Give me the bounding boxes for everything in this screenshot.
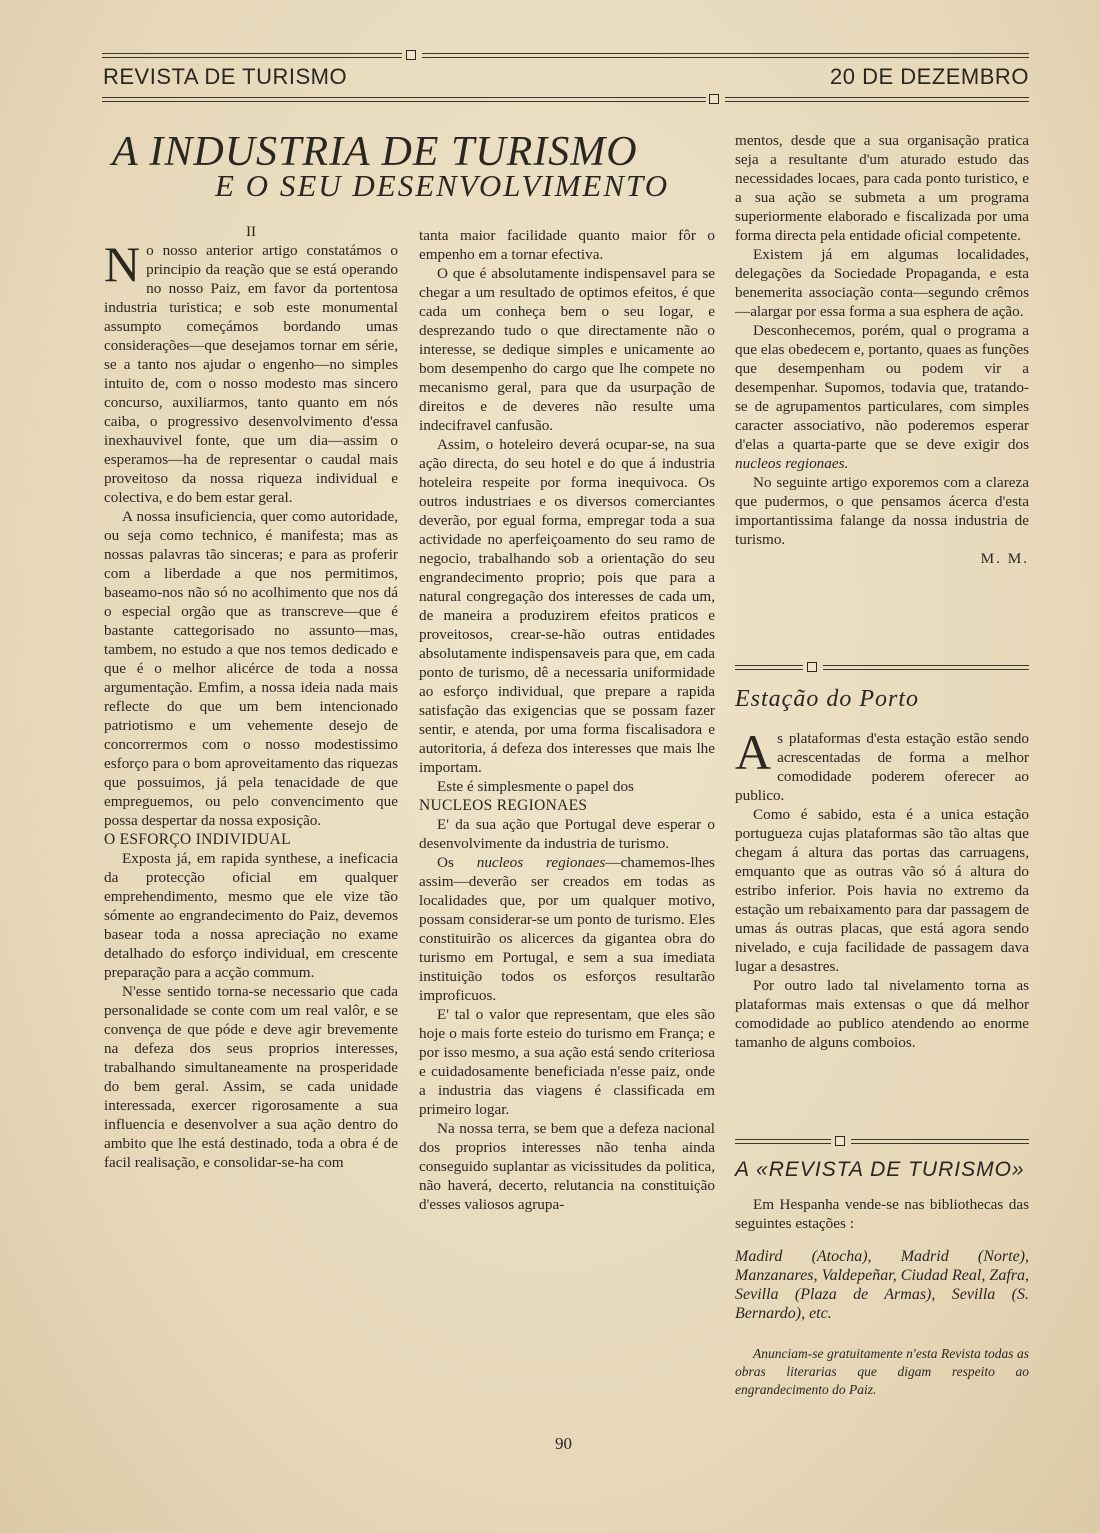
drop-cap: N <box>104 236 141 292</box>
article-title: A INDUSTRIA DE TURISMO <box>112 129 638 175</box>
article-paragraph: Em Hespanha vende-se nas bibliothecas das seguintes estações : <box>735 1196 1029 1232</box>
separator-rule-left <box>735 665 803 670</box>
article-paragraph: As plataformas d'esta estação estão sendo acrescentadas de forma a melhor comodidade poderem oferecer ao publico. <box>735 724 1029 804</box>
article-part-number: II <box>245 223 257 240</box>
section-heading-esforco: O ESFORÇO INDIVIDUAL <box>104 831 291 848</box>
article-paragraph: E' da sua ação que Portugal deve esperar o desenvolvimente da industria de turismo. <box>419 816 715 852</box>
article-paragraph: Desconhecemos, porém, qual o programa a que elas obedecem e, portanto, quaes as funções que desempenham ou podem vir a desempenhar. Supomos, todavia que, tratando-se de agrupamentos particulares, com simples caracter associativo, não poderemos esperar d'elas a quarta-parte que se deve exigir dos nucleos regionaes. <box>735 322 1029 472</box>
article-paragraph: No seguinte artigo exporemos com a clareza que pudermos, o que pensamos ácerca d'esta importantissima falange da nossa industria de turismo. <box>735 474 1029 548</box>
article-column-1 <box>104 222 398 1172</box>
article-paragraph: Este é simplesmente o papel dos <box>437 778 634 795</box>
revista-heading: A «REVISTA DE TURISMO» <box>735 1158 1025 1181</box>
article-paragraph: E' tal o valor que representam, que eles são hoje o mais forte esteio do turismo em França; e por isso mesmo, a sua ação está sendo criteriosa e cuidadosamente beneficiada n'esse paiz, onde a industria das viagens é classificada em primeiro logar. <box>419 1006 715 1118</box>
article-paragraph: mentos, desde que a sua organisação pratica seja a resultante d'um aturado estudo das necessidades locaes, para cada ponto turistico, e a sua ação se submeta a um programa superiormente elaborado e fiscalizada por uma forma directa pela entidade oficial competente. <box>735 132 1029 244</box>
article-paragraph: Existem já em algumas localidades, delegações da Sociedade Propaganda, e esta benemerita associação conta—segundo crêmos—alargar por essa forma a sua esphera de ação. <box>735 246 1029 320</box>
header-bottom-rule-right <box>725 97 1029 102</box>
article-subtitle: E O SEU DESENVOLVIMENTO <box>215 168 670 203</box>
header-ornament-bottom <box>709 94 719 104</box>
running-header-right: 20 DE DEZEMBRO <box>830 64 1029 89</box>
article-paragraph: Na nossa terra, se bem que a defeza nacional dos proprios interesses não tenha ainda conseguido suplantar as vicissitudes da politica, não haverá, decerto, relutancia na constituição d'esses valiosos agrupa- <box>419 1120 715 1213</box>
revista-notice <box>735 1160 1029 1399</box>
article-column-2 <box>419 226 715 1214</box>
article-paragraph: Assim, o hoteleiro deverá ocupar-se, na sua ação directa, do seu hotel e do que á industria hoteleira respeite por forma inequivoca. Os outros industriaes e os diversos comerciantes deverão, por egual forma, empregar toda a sua actividade no aperfeiçoamento do seu ramo de negocio, trabalhando sob a orientação do seu engrandecimento proprio; pois que para a natural congregação dos interesses de cada um, de maneira a produzirem efeitos praticos e proveitosos, crear-se-hão outras entidades absolutamente indispensaveis para que, em cada ponto de turismo, dê a necessaria uniformidade ao esforço individual, que prepare a rapida satisfação das exigencias que se possam fazer sentir, e atenda, por uma forma fiscalisadora e autoritoria, á defeza dos interesses que mais lhe importam. <box>419 436 715 776</box>
header-bottom-rule-left <box>102 97 706 102</box>
section-heading-nucleos: NUCLEOS REGIONAES <box>419 797 588 814</box>
page-number: 90 <box>555 1434 572 1453</box>
separator-ornament <box>835 1136 845 1146</box>
drop-cap: A <box>735 724 772 780</box>
separator-rule-left <box>735 1139 831 1144</box>
article-paragraph: Por outro lado tal nivelamento torna as plataformas mais extensas o que dá melhor comodidade ao publico atendendo ao enorme tamanho de alguns comboios. <box>735 977 1029 1051</box>
article-paragraph: A nossa insuficiencia, quer como autoridade, ou seja como technico, é manifesta; mas as nossas palavras tão sinceras; e para as proferir com a liberdade a que nos permitimos, baseamo-nos não só no acolhimento que nos dá o especial orgão que as transcreve—que é bastante cattegorisado no assunto—mas, tambem, no estudo a que nos temos dedicado e que é o melhor alicérce de toda a nossa argumentação. Emfim, a nossa ideia nada mais reflecte do que um bem intencionado patriotismo e um vehemente desejo de concorrermos com o nosso modestissimo esforço para o bom aproveitamento das riquezas que possuimos, já pela tenacidade de que empreguemos, ou pelo convencimento que possa despertar da nossa exposição. <box>104 508 398 829</box>
separator-ornament <box>807 662 817 672</box>
article-paragraph: Como é sabido, esta é a unica estação portugueza cujas plataformas são tão altas que chegam á altura das portas das carruagens, emquanto que as outras vão só á altura do estribo inferior. Pois havia no extremo da estação um rebaixamento para dar passagem de umas ás outras placas, que está agora sendo nivelado, e cuja facilidade de passagem dava lugar a desastres. <box>735 806 1029 975</box>
article-paragraph: No nosso anterior artigo constatámos o principio da reação que se está operando no nosso Paiz, em favor da portentosa industria turistica; e sob este monumental assumpto começámos bordando umas considerações—que desejamos tornar em série, se a tanto nos ajudar o engenho—no simples intuito de, com o nosso modesto mas sincero concurso, auxiliarmos, tanto quanto em nós caiba, o progressivo desenvolvimento d'essa inexhauvivel fonte, que um dia—assim o esperamos—ha de representar o caudal mais proveitoso da nossa riqueza individual e colectiva, e do bem estar geral. <box>104 236 398 506</box>
separator-rule-right <box>823 665 1029 670</box>
free-advertising-note: Anunciam-se gratuitamente n'esta Revista todas as obras literarias que digam respeito ao engrandecimento do Paiz. <box>735 1346 1029 1397</box>
article-paragraph: tanta maior facilidade quanto maior fôr o empenho em a tornar efectiva. <box>419 227 715 263</box>
article-column-3 <box>735 131 1029 568</box>
article-paragraph: N'esse sentido torna-se necessario que cada personalidade se conte com um real valôr, e se convença de que póde e deve agir brevemente na defeza dos seus proprios interesses, trabalhando simultaneamente na prosperidade do bem geral. Assim, se cada unidade interessada, exercer rigorosamente a sua influencia e desenvolver a sua ação dentro do ambito que lhe está destinado, toda a obra é de facil realisação, e consolidar-se-ha com <box>104 983 398 1171</box>
estacao-heading: Estação do Porto <box>735 686 919 712</box>
station-list: Madird (Atocha), Madrid (Norte), Manzanares, Valdepeñar, Ciudad Real, Zafra, Sevilla (Plaza de Armas), Sevilla (S. Bernardo), etc. <box>735 1248 1029 1322</box>
running-header-left: REVISTA DE TURISMO <box>103 64 348 89</box>
header-top-rule-right <box>422 53 1029 58</box>
separator-rule-right <box>851 1139 1029 1144</box>
header-top-rule-left <box>102 53 402 58</box>
article-paragraph: Exposta já, em rapida synthese, a ineficacia da protecção oficial em qualquer emprehendimento, mesmo que ele vize tão sómente ao engrandecimento do Paiz, devemos basear toda a nossa apreciação no exame detalhado do esforço individual, em crescente preparação para a acção commum. <box>104 850 398 981</box>
estacao-article <box>735 686 1029 1052</box>
article-paragraph: Os nucleos regionaes—chamemos-lhes assim—deverão ser creados em todas as localidades que, por um qualquer motivo, possam considerar-se um ponto de turismo. Eles constituirão os alicerces da gigantea obra do turismo em Portugal, e sem a sua imediata instituição todos os esforços resultarão improficuos. <box>419 854 715 1004</box>
article-paragraph: O que é absolutamente indispensavel para se chegar a um resultado de optimos efeitos, é que cada um conheça bem o seu logar, e desprezando tudo o que directamente não o interesse, se dedique simples e unicamente ao bom desempenho do cargo que lhe compete no mecanismo geral, para que da usurpação de direitos e de deveres não resulte uma indecifravel canfusão. <box>419 265 715 434</box>
header-ornament-top <box>406 50 416 60</box>
article-signature: M. M. <box>980 550 1029 567</box>
